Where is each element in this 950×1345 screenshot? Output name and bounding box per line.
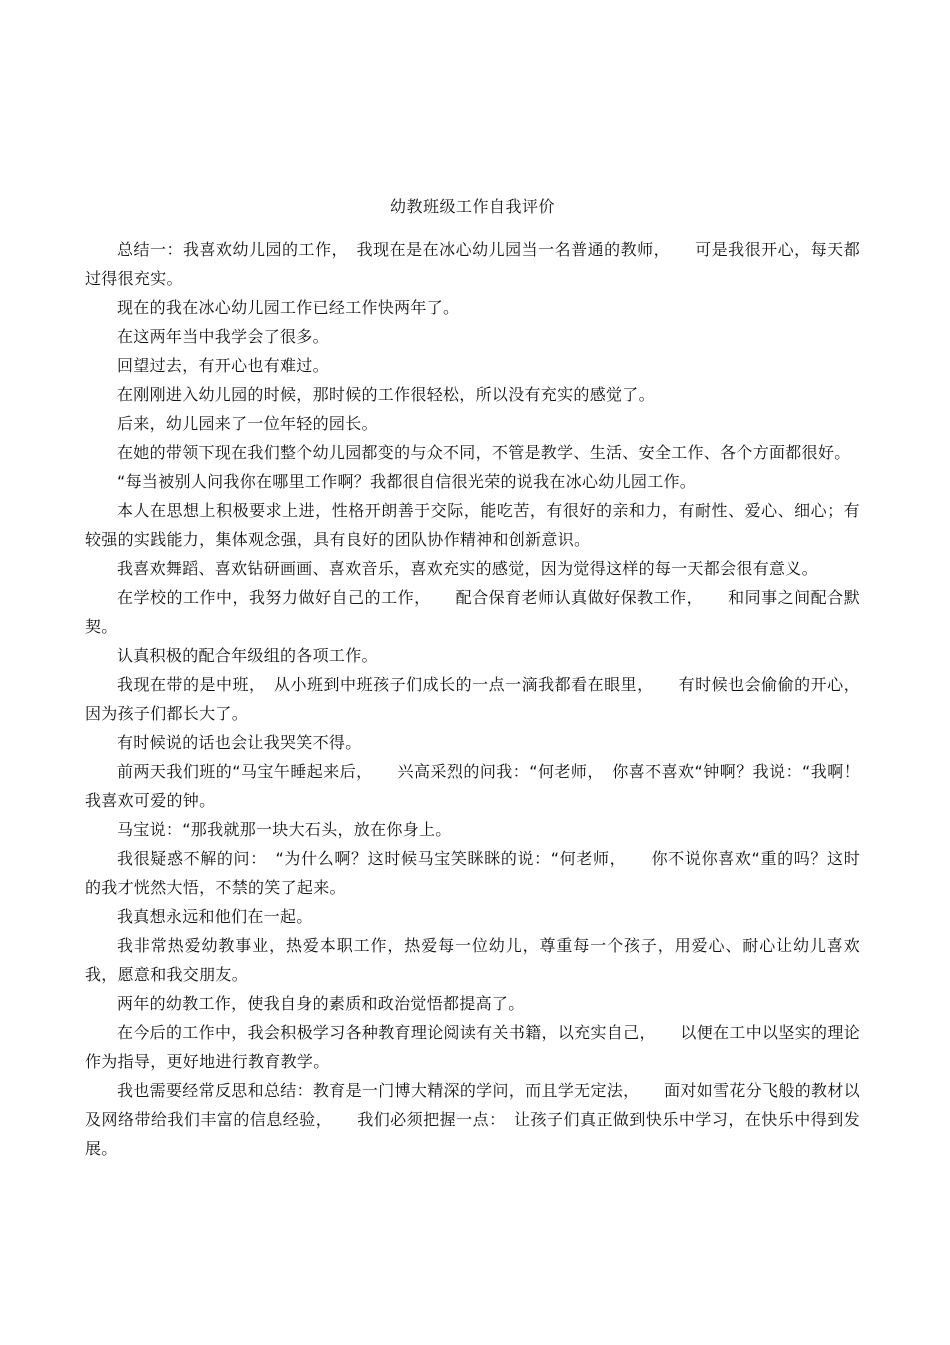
paragraph: 认真积极的配合年级组的各项工作。: [117, 646, 378, 665]
paragraph: 总结一：我喜欢幼儿园的工作， 我现在是在冰心幼儿园当一名普通的教师， 可是我很开心，每天都过得很充实。: [85, 240, 860, 288]
paragraph: 我也需要经常反思和总结：教育是一门博大精深的学问，而且学无定法， 面对如雪花分飞般的教材以及网络带给我们丰富的信息经验， 我们必须把握一点： 让孩子们真正做到快乐中学习，在快乐中得到发展。: [85, 1081, 860, 1158]
paragraph: 在她的带领下现在我们整个幼儿园都变的与众不同，不管是教学、生活、安全工作、各个方面都很好。: [117, 443, 851, 462]
paragraph: 在今后的工作中，我会积极学习各种教育理论阅读有关书籍，以充实自己， 以便在工中以坚实的理论作为指导，更好地进行教育教学。: [85, 1023, 860, 1071]
paragraph: 马宝说：“那我就那一块大石头，放在你身上。: [117, 820, 452, 839]
document-body: [85, 235, 860, 1163]
paragraph: 我现在带的是中班， 从小班到中班孩子们成长的一点一滴我都看在眼里， 有时候也会偷偷的开心，因为孩子们都长大了。: [85, 675, 860, 723]
paragraph: 在刚刚进入幼儿园的时候，那时候的工作很轻松，所以没有充实的感觉了。: [117, 385, 655, 404]
document-page: [85, 195, 860, 1163]
paragraph: 在这两年当中我学会了很多。: [117, 327, 329, 346]
document-title: 幼教班级工作自我评价: [389, 197, 555, 216]
paragraph: 本人在思想上积极要求上进，性格开朗善于交际，能吃苦，有很好的亲和力，有耐性、爱心、细心；有较强的实践能力，集体观念强，具有良好的团队协作精神和创新意识。: [85, 501, 860, 549]
paragraph: 后来，幼儿园来了一位年轻的园长。: [117, 414, 378, 433]
paragraph: 我很疑惑不解的问： “为什么啊？这时候马宝笑眯眯的说：“何老师， 你不说你喜欢“重的吗？这时的我才恍然大悟，不禁的笑了起来。: [85, 849, 860, 897]
paragraph: 有时候说的话也会让我哭笑不得。: [117, 733, 362, 752]
paragraph: 两年的幼教工作，使我自身的素质和政治觉悟都提高了。: [117, 994, 525, 1013]
paragraph: 在学校的工作中，我努力做好自己的工作， 配合保育老师认真做好保教工作， 和同事之间配合默契。: [85, 588, 860, 636]
paragraph: 回望过去，有开心也有难过。: [117, 356, 329, 375]
paragraph: 前两天我们班的“马宝午睡起来后， 兴高采烈的问我：“何老师， 你喜不喜欢“钟啊？我说：“我啊！我喜欢可爱的钟。: [85, 762, 860, 810]
paragraph: 现在的我在冰心幼儿园工作已经工作快两年了。: [117, 298, 460, 317]
paragraph: 我非常热爱幼教事业，热爱本职工作，热爱每一位幼儿，尊重每一个孩子，用爱心、耐心让幼儿喜欢我，愿意和我交朋友。: [85, 936, 860, 984]
paragraph: “每当被别人问我你在哪里工作啊？我都很自信很光荣的说我在冰心幼儿园工作。: [117, 472, 697, 491]
paragraph: 我喜欢舞蹈、喜欢钻研画画、喜欢音乐，喜欢充实的感觉，因为觉得这样的每一天都会很有意义。: [117, 559, 818, 578]
paragraph: 我真想永远和他们在一起。: [117, 907, 313, 926]
